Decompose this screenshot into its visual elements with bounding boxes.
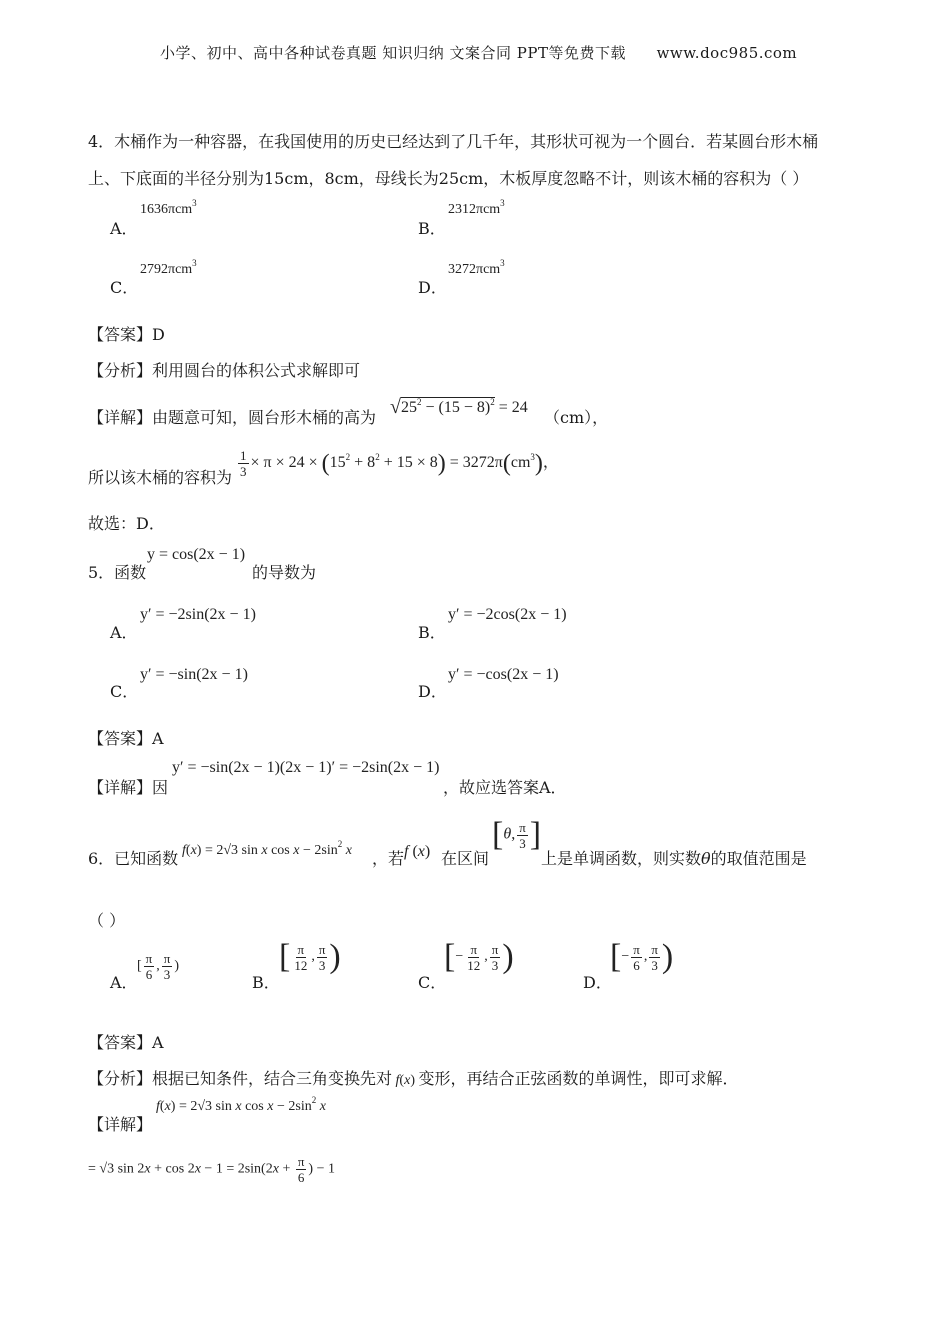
q6-interval: [θ, $\frac{\pi}{3}$ ]	[492, 816, 542, 853]
header-url[interactable]: www.doc985.com	[656, 44, 798, 62]
q5-option-d-label[interactable]: D．	[418, 682, 447, 701]
q5-option-c-label[interactable]: C．	[110, 682, 139, 701]
q6-stem-post: 上是单调函数，则实数θ的取值范围是	[541, 849, 807, 868]
q6-detail-line2: = √3 sin 2x + cos 2x − 1 = 2sin(2x + $\frac{\pi}{6}$ ) − 1	[88, 1154, 335, 1185]
q4-stem-line2: 上、下底面的半径分别为15cm，8cm，母线长为25cm，木板厚度忽略不计，则该木桶的容积为（ ）	[88, 169, 809, 188]
q6-stem-prefix: 6．已知函数	[88, 849, 179, 868]
q6-option-a-label[interactable]: A．	[110, 973, 138, 992]
q5-answer: 【答案】A	[88, 729, 164, 748]
q4-option-d-label[interactable]: D．	[418, 278, 447, 297]
q4-option-a-label[interactable]: A．	[110, 219, 138, 238]
q6-option-b-value: [ $\frac{\pi}{12}$ , $\frac{\pi}{3}$ )	[279, 938, 341, 975]
q5-option-a-label[interactable]: A．	[110, 623, 138, 642]
q6-analysis: 【分析】根据已知条件，结合三角变换先对 f(x) 变形，再结合正弦函数的单调性，即可求解．	[88, 1069, 739, 1088]
q6-fx: f (x)	[404, 843, 431, 860]
q4-option-b-value: 2312πcm$^3$	[448, 198, 505, 217]
q5-option-b-value: y′ = −2cos(2x − 1)	[448, 606, 567, 623]
q6-option-d-label[interactable]: D．	[583, 973, 612, 992]
q6-option-c-label[interactable]: C．	[418, 973, 447, 992]
q6-stem-mid2: 在区间	[441, 849, 490, 868]
q4-option-b-label[interactable]: B．	[418, 219, 446, 238]
q4-detail-line2: 所以该木桶的容积为	[88, 468, 233, 487]
q6-function: f(x) = 2√3 sin x $\cos x - 2\sin^2$ x	[182, 839, 352, 858]
q4-detail-line1: 【详解】由题意可知，圆台形木桶的高为	[88, 408, 377, 427]
q4-option-c-label[interactable]: C．	[110, 278, 139, 297]
q6-option-c-value: [− $\frac{\pi}{12}$ , $\frac{\pi}{3}$ )	[444, 938, 514, 975]
q5-option-d-value: y′ = −cos(2x − 1)	[448, 666, 559, 683]
q4-answer: 【答案】D	[88, 325, 165, 344]
q4-detail-unit: （cm），	[544, 408, 609, 427]
q5-detail-formula: y′ = −sin(2x − 1)(2x − 1)′ = −2sin(2x − 1)	[172, 759, 440, 776]
q5-detail: 【详解】因	[88, 778, 169, 797]
q6-option-d-value: [− $\frac{\pi}{6}$ , $\frac{\pi}{3}$ )	[610, 938, 674, 975]
header-text: 小学、初中、高中各种试卷真题 知识归纳 文案合同 PPT等免费下载	[160, 44, 626, 62]
q4-option-c-value: 2792πcm$^3$	[140, 258, 197, 277]
q4-height-formula: $√25^2 - (15 - 8)^2 = 24$	[390, 396, 528, 418]
q6-option-a-value: [ $\frac{\pi}{6}$ , $\frac{\pi}{3}$ )	[137, 951, 179, 982]
q4-volume-formula: $\frac{1}{3}$ × $\pi \times 24 \times (15^2 + 8^2 + 15 \times 8) = 3272\pi(cm^3)$，	[240, 448, 559, 479]
q4-analysis: 【分析】利用圆台的体积公式求解即可	[88, 361, 361, 380]
q6-answer: 【答案】A	[88, 1033, 164, 1052]
q6-option-b-label[interactable]: B．	[252, 973, 280, 992]
q6-detail-tag: 【详解】	[88, 1115, 153, 1134]
q6-paren: （ ）	[88, 911, 126, 930]
q4-option-d-value: 3272πcm$^3$	[448, 258, 505, 277]
q4-detail-line3: 故选：D．	[88, 514, 165, 533]
q5-stem-prefix: 5．函数	[88, 563, 147, 582]
q4-option-a-value: 1636πcm$^3$	[140, 198, 197, 217]
q5-function: y = cos(2x − 1)	[147, 546, 246, 563]
q5-stem-suffix: 的导数为	[252, 563, 317, 582]
q5-detail-suffix: ，故应选答案A．	[443, 778, 567, 797]
q6-stem-mid1: ，若	[372, 849, 405, 868]
page-header	[160, 42, 797, 63]
q5-option-c-value: y′ = −sin(2x − 1)	[140, 666, 248, 683]
q4-stem-line1: 4．木桶作为一种容器，在我国使用的历史已经达到了几千年，其形状可视为一个圆台．若某圆台形木桶	[88, 132, 819, 151]
q5-option-a-value: y′ = −2sin(2x − 1)	[140, 606, 256, 623]
q5-option-b-label[interactable]: B．	[418, 623, 446, 642]
q6-detail-line1: f(x) = 2√3 sin x $\cos x - 2\sin^2$ x	[156, 1095, 326, 1114]
